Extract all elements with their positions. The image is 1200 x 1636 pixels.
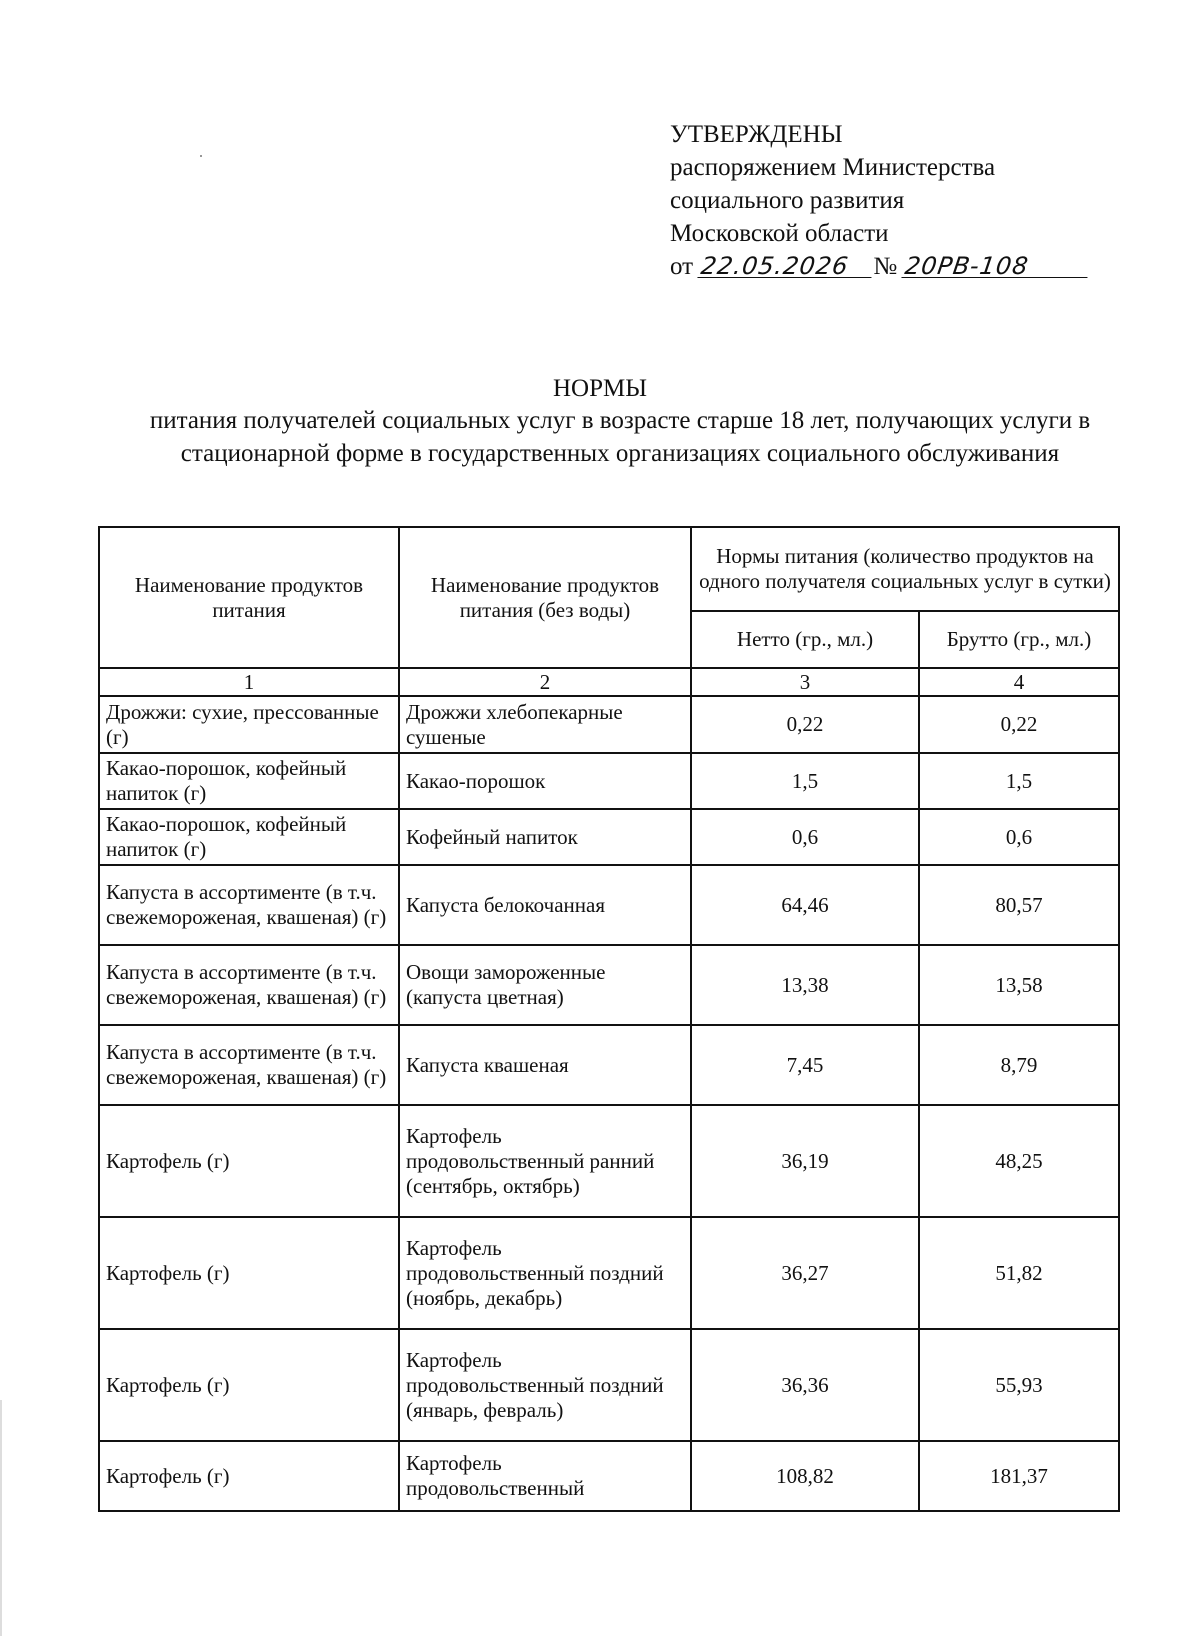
brutto-cell: 55,93 xyxy=(919,1329,1119,1441)
item-name-cell: Овощи замороженные (капуста цветная) xyxy=(399,945,691,1025)
scan-speck xyxy=(200,155,202,157)
item-name-cell: Капуста белокочанная xyxy=(399,865,691,945)
netto-cell: 36,36 xyxy=(691,1329,919,1441)
brutto-cell: 181,37 xyxy=(919,1441,1119,1511)
item-name-cell: Картофель продовольственный ранний (сентябрь, октябрь) xyxy=(399,1105,691,1217)
table-row xyxy=(99,809,1119,865)
header-netto: Нетто (гр., мл.) xyxy=(691,611,919,668)
item-name-cell: Картофель продовольственный xyxy=(399,1441,691,1511)
table-row xyxy=(99,945,1119,1025)
netto-cell: 0,22 xyxy=(691,696,919,753)
brutto-cell: 80,57 xyxy=(919,865,1119,945)
table-row xyxy=(99,1025,1119,1105)
brutto-cell: 51,82 xyxy=(919,1217,1119,1329)
netto-cell: 64,46 xyxy=(691,865,919,945)
table-row xyxy=(99,753,1119,809)
product-name-cell: Картофель (г) xyxy=(99,1217,399,1329)
netto-cell: 0,6 xyxy=(691,809,919,865)
table-row xyxy=(99,696,1119,753)
approval-line: распоряжением Министерства xyxy=(670,154,996,181)
product-name-cell: Картофель (г) xyxy=(99,1441,399,1511)
approval-line: Московской области xyxy=(670,220,889,247)
table-row xyxy=(99,1329,1119,1441)
table-row xyxy=(99,865,1119,945)
norms-table xyxy=(98,526,1120,1512)
document-title: НОРМЫ xyxy=(552,375,648,402)
approval-heading: УТВЕРЖДЕНЫ xyxy=(670,121,843,148)
product-name-cell: Капуста в ассортименте (в т.ч. свежемороженая, квашеная) (г) xyxy=(99,945,399,1025)
header-norms-group: Нормы питания (количество продуктов на одного получателя социальных услуг в сутки) xyxy=(691,527,1119,611)
approval-block xyxy=(670,118,1089,283)
netto-cell: 13,38 xyxy=(691,945,919,1025)
header-brutto: Брутто (гр., мл.) xyxy=(919,611,1119,668)
product-name-cell: Картофель (г) xyxy=(99,1329,399,1441)
document-subtitle: питания получателей социальных услуг в возрасте старше 18 лет, получающих услуги в стационарной форме в государственных организациях социального обслуживания xyxy=(149,407,1091,467)
scan-edge-shadow xyxy=(0,1400,2,1636)
approval-date-line xyxy=(670,250,1089,283)
item-name-cell: Дрожжи хлебопекарные сушеные xyxy=(399,696,691,753)
brutto-cell: 48,25 xyxy=(919,1105,1119,1217)
netto-cell: 36,19 xyxy=(691,1105,919,1217)
item-name-cell: Капуста квашеная xyxy=(399,1025,691,1105)
brutto-cell: 0,6 xyxy=(919,809,1119,865)
table-row xyxy=(99,1217,1119,1329)
handwritten-date: 22.05.2026 xyxy=(698,255,875,278)
product-name-cell: Дрожжи: сухие, прессованные (г) xyxy=(99,696,399,753)
product-name-cell: Какао-порошок, кофейный напиток (г) xyxy=(99,753,399,809)
header-product-name: Наименование продуктов питания xyxy=(99,527,399,668)
item-name-cell: Картофель продовольственный поздний (ноябрь, декабрь) xyxy=(399,1217,691,1329)
column-number: 4 xyxy=(919,668,1119,696)
netto-cell: 7,45 xyxy=(691,1025,919,1105)
approval-line: социального развития xyxy=(670,187,905,214)
table-row xyxy=(99,1105,1119,1217)
item-name-cell: Картофель продовольственный поздний (январь, февраль) xyxy=(399,1329,691,1441)
netto-cell: 108,82 xyxy=(691,1441,919,1511)
item-name-cell: Какао-порошок xyxy=(399,753,691,809)
column-number: 2 xyxy=(399,668,691,696)
netto-cell: 1,5 xyxy=(691,753,919,809)
product-name-cell: Капуста в ассортименте (в т.ч. свежемороженая, квашеная) (г) xyxy=(99,1025,399,1105)
number-label: № xyxy=(873,253,898,280)
table-row xyxy=(99,1441,1119,1511)
brutto-cell: 8,79 xyxy=(919,1025,1119,1105)
brutto-cell: 0,22 xyxy=(919,696,1119,753)
product-name-cell: Картофель (г) xyxy=(99,1105,399,1217)
header-item-name: Наименование продуктов питания (без воды) xyxy=(399,527,691,668)
item-name-cell: Кофейный напиток xyxy=(399,809,691,865)
brutto-cell: 1,5 xyxy=(919,753,1119,809)
handwritten-number: 20PB-108 xyxy=(902,255,1091,278)
product-name-cell: Какао-порошок, кофейный напиток (г) xyxy=(99,809,399,865)
netto-cell: 36,27 xyxy=(691,1217,919,1329)
column-number-row xyxy=(99,668,1119,696)
product-name-cell: Капуста в ассортименте (в т.ч. свежемороженая, квашеная) (г) xyxy=(99,865,399,945)
column-number: 3 xyxy=(691,668,919,696)
brutto-cell: 13,58 xyxy=(919,945,1119,1025)
from-label: от xyxy=(670,253,694,280)
column-number: 1 xyxy=(99,668,399,696)
